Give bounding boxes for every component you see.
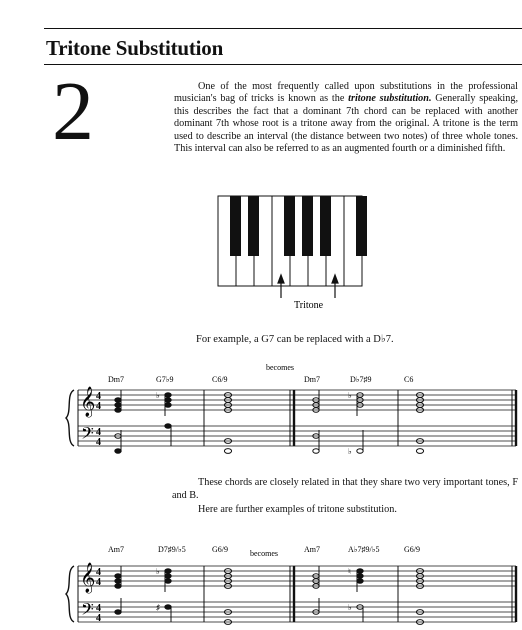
time-signature-1 bbox=[96, 391, 101, 448]
chord-notes-9 bbox=[224, 569, 231, 625]
bass-clef-icon-2: 𝄢 bbox=[81, 601, 94, 623]
page-title: Tritone Substitution bbox=[46, 36, 224, 60]
example-caption: For example, a G7 can be replaced with a D♭7. bbox=[196, 334, 394, 345]
svg-text:♭: ♭ bbox=[348, 447, 352, 456]
treble-staff-2 bbox=[78, 566, 516, 586]
chord-notes-6 bbox=[416, 393, 423, 454]
chord-notes-1 bbox=[115, 390, 121, 453]
chord-symbol-7: Am7 bbox=[108, 545, 124, 554]
bass-clef-icon: 𝄢 bbox=[81, 425, 94, 447]
music-example-1 bbox=[64, 360, 520, 464]
svg-text:♯: ♯ bbox=[156, 603, 160, 612]
chord-symbol-9: G6/9 bbox=[212, 545, 228, 554]
svg-text:4: 4 bbox=[96, 427, 101, 438]
svg-text:4: 4 bbox=[96, 437, 101, 448]
shared-tones-paragraph: These chords are closely related in that they share two very important tones, F and B. bbox=[172, 477, 518, 501]
chord-symbol-11: A♭7♯9/♭5 bbox=[348, 545, 380, 554]
svg-text:♭: ♭ bbox=[348, 391, 352, 400]
treble-clef-icon: 𝄞 bbox=[80, 387, 96, 416]
chord-symbol-10: Am7 bbox=[304, 545, 320, 554]
chord-symbol-5: D♭7♯9 bbox=[350, 375, 372, 384]
intro-paragraph bbox=[174, 81, 518, 155]
becomes-label-1: becomes bbox=[266, 363, 294, 372]
svg-text:4: 4 bbox=[96, 603, 101, 614]
keyboard-diagram bbox=[214, 195, 374, 317]
chord-notes-11 bbox=[348, 567, 363, 622]
brace-icon-2 bbox=[66, 566, 74, 622]
treble-staff-1 bbox=[78, 390, 516, 410]
barlines-1 bbox=[78, 390, 516, 446]
chord-symbol-1: Dm7 bbox=[108, 375, 124, 384]
top-rule bbox=[44, 28, 522, 29]
intro-term: tritone substitution. bbox=[348, 93, 432, 105]
treble-clef-icon-2: 𝄞 bbox=[80, 563, 96, 592]
notes-2 bbox=[115, 566, 424, 624]
brace-icon bbox=[66, 390, 74, 446]
svg-text:♭: ♭ bbox=[156, 567, 160, 576]
bass-staff-1 bbox=[78, 426, 516, 446]
barlines-2 bbox=[78, 566, 516, 622]
svg-text:4: 4 bbox=[96, 401, 101, 412]
chord-symbols-2 bbox=[108, 545, 420, 558]
chord-symbol-12: G6/9 bbox=[404, 545, 420, 554]
svg-text:4: 4 bbox=[96, 567, 101, 578]
svg-text:4: 4 bbox=[96, 613, 101, 624]
title-rule bbox=[44, 64, 522, 65]
time-signature-2 bbox=[96, 567, 101, 624]
chord-notes-8 bbox=[156, 567, 171, 622]
svg-text:4: 4 bbox=[96, 577, 101, 588]
bass-staff-2 bbox=[78, 602, 516, 622]
music-example-2 bbox=[64, 540, 520, 630]
intro-text-2: Generally speaking, this describes the fact that a dominant 7th chord can be replaced with another dominant 7th whose root is a tritone away from the original. A tritone is the term used to describe an interval (the distance between two notes) of three whole tones. This interval can also be referred to as an augmented fourth or a diminished fifth. bbox=[174, 93, 518, 155]
becomes-label-2: becomes bbox=[250, 549, 278, 558]
svg-text:♭: ♭ bbox=[156, 391, 160, 400]
svg-text:4: 4 bbox=[96, 391, 101, 402]
chord-symbol-4: Dm7 bbox=[304, 375, 320, 384]
tritone-label: Tritone bbox=[294, 300, 324, 311]
intro-text-1: One of the most frequently called upon substitutions in the professional musician's bag of tricks is known as the bbox=[174, 81, 518, 105]
chord-notes-4 bbox=[313, 390, 319, 453]
further-examples-text: Here are further examples of tritone substitution. bbox=[198, 504, 397, 515]
svg-text:♭: ♭ bbox=[348, 603, 352, 612]
svg-text:♮: ♮ bbox=[348, 567, 351, 576]
chord-notes-3 bbox=[224, 393, 231, 454]
chord-notes-12 bbox=[416, 569, 423, 625]
chord-symbol-8: D7♯9/♭5 bbox=[158, 545, 186, 554]
chapter-number: 2 bbox=[52, 65, 94, 158]
chord-symbols-1 bbox=[108, 375, 413, 384]
chord-symbol-2: G7♭9 bbox=[156, 375, 174, 384]
chord-symbol-6: C6 bbox=[404, 375, 414, 384]
chord-notes-2 bbox=[156, 391, 171, 446]
chord-symbol-3: C6/9 bbox=[212, 375, 228, 384]
